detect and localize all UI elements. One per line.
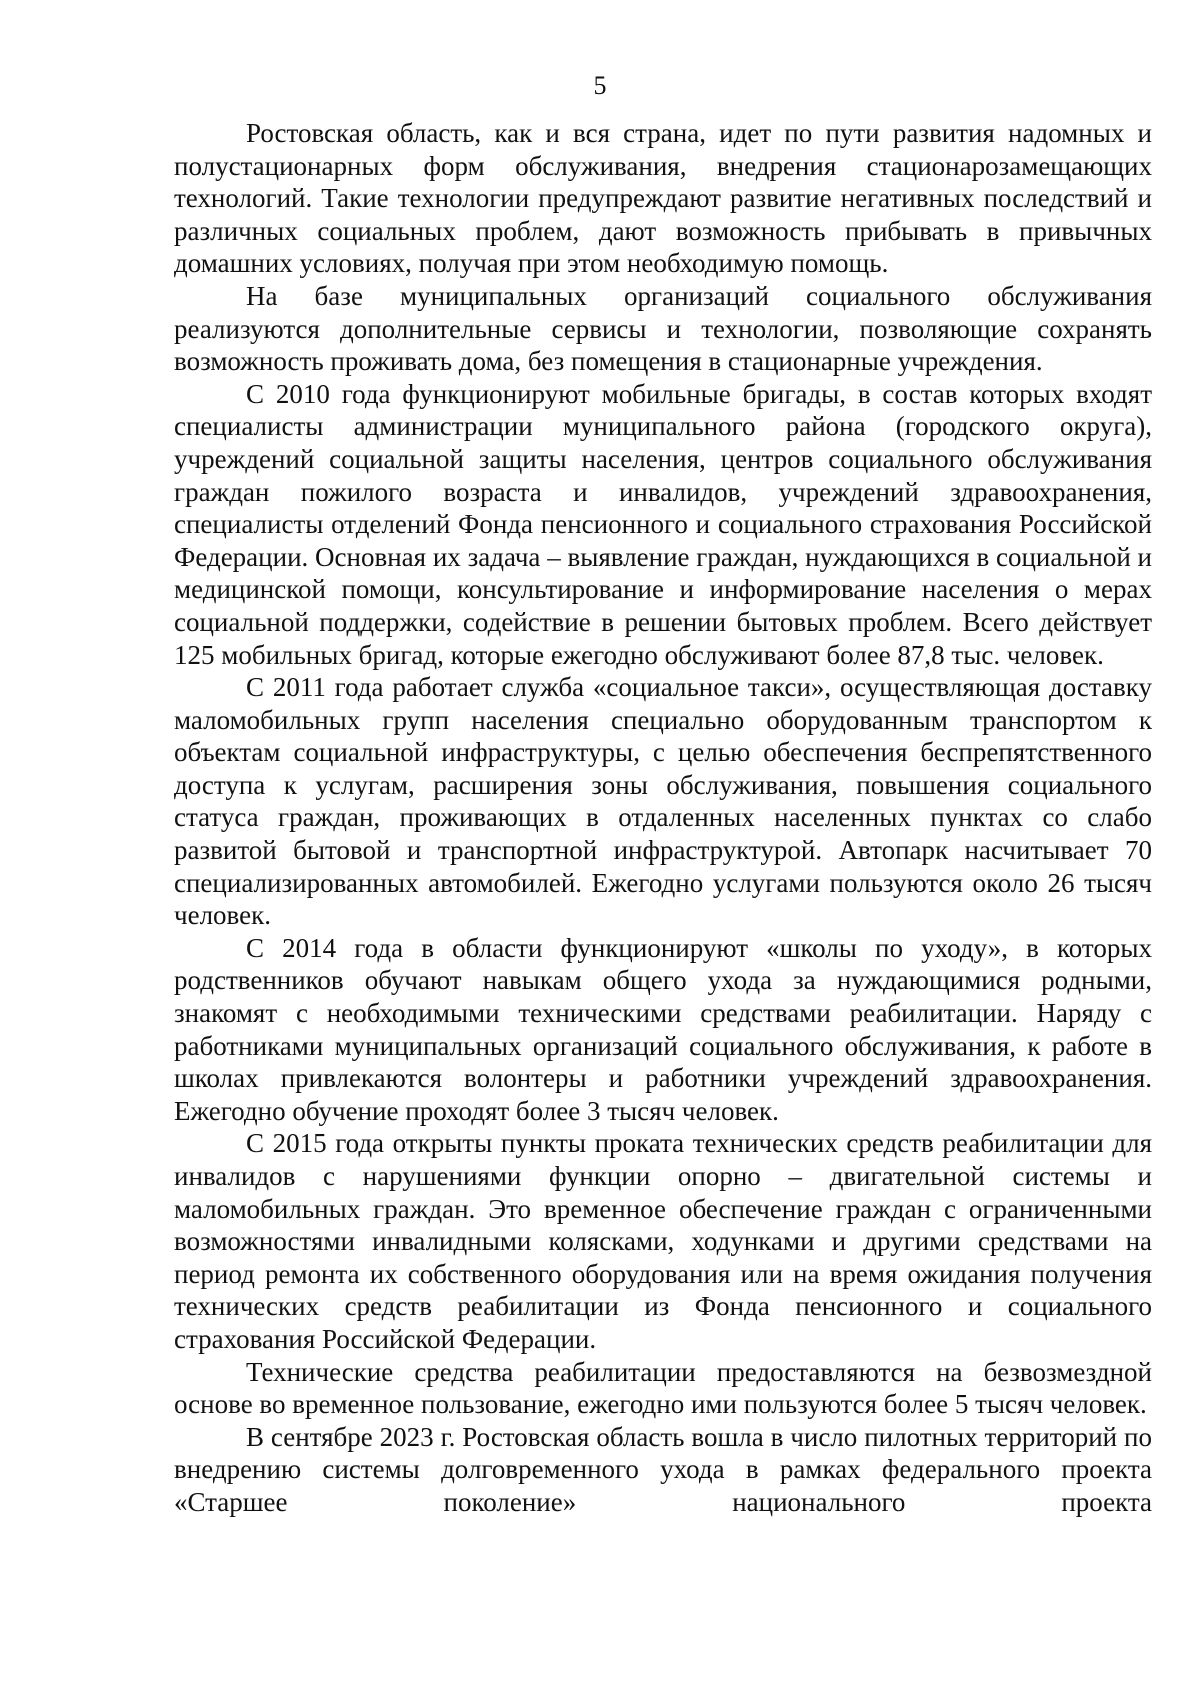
document-body — [174, 117, 1152, 1519]
paragraph-rental-points: С 2015 года открыты пункты проката технических средств реабилитации для инвалидов с нарушениями функции опорно – двигательной системы и маломобильных граждан. Это временное обеспечение граждан с ограниченными возможностями инвалидными колясками, ходунками и другими средствами на период ремонта их собственного оборудования или на время ожидания получения технических средств реабилитации из Фонда пенсионного и социального страхования Российской Федерации. — [174, 1128, 1152, 1354]
paragraph-mobile-brigades: С 2010 года функционируют мобильные бригады, в состав которых входят специалисты администрации муниципального района (городского округа), учреждений социальной защиты населения, центров социального обслуживания граждан пожилого возраста и инвалидов, учреждений здравоохранения, специалисты отделений Фонда пенсионного и социального страхования Российской Федерации. Основная их задача – выявление граждан, нуждающихся в социальной и медицинской помощи, консультирование и информирование населения о мерах социальной поддержки, содействие в решении бытовых проблем. Всего действует 125 мобильных бригад, которые ежегодно обслуживают более 87,8 тыс. человек. — [174, 378, 1152, 670]
paragraph-long-term-care: В сентябре 2023 г. Ростовская область вошла в число пилотных территорий по внедрению системы долговременного ухода в рамках федерального проекта «Старшее поколение» национального проекта — [174, 1421, 1152, 1517]
paragraph-rehab-means: Технические средства реабилитации предоставляются на безвозмездной основе во временное пользование, ежегодно ими пользуются более 5 тысяч человек. — [174, 1356, 1152, 1420]
paragraph-municipal-services: На базе муниципальных организаций социального обслуживания реализуются дополнительные сервисы и технологии, позволяющие сохранять возможность проживать дома, без помещения в стационарные учреждения. — [174, 280, 1152, 377]
page-number: 5 — [593, 71, 607, 100]
paragraph-care-schools: С 2014 года в области функционируют «школы по уходу», в которых родственников обучают навыкам общего ухода за нуждающимися родными, знакомят с необходимыми техническими средствами реабилитации. Наряду с работниками муниципальных организаций социального обслуживания, к работе в школах привлекаются волонтеры и работники учреждений здравоохранения. Ежегодно обучение проходят более 3 тысяч человек. — [174, 932, 1152, 1126]
paragraph-social-taxi: С 2011 года работает служба «социальное такси», осуществляющая доставку маломобильных групп населения специально оборудованным транспортом к объектам социальной инфраструктуры, с целью обеспечения беспрепятственного доступа к услугам, расширения зоны обслуживания, повышения социального статуса граждан, проживающих в отдаленных населенных пунктах со слабо развитой бытовой и транспортной инфраструктурой. Автопарк насчитывает 70 специализированных автомобилей. Ежегодно услугами пользуются около 26 тысяч человек. — [174, 672, 1152, 931]
paragraph-home-care-forms: Ростовская область, как и вся страна, идет по пути развития надомных и полустационарных форм обслуживания, внедрения стационарозамещающих технологий. Такие технологии предупреждают развитие негативных последствий и различных социальных проблем, дают возможность прибывать в привычных домашних условиях, получая при этом необходимую помощь. — [174, 118, 1152, 279]
